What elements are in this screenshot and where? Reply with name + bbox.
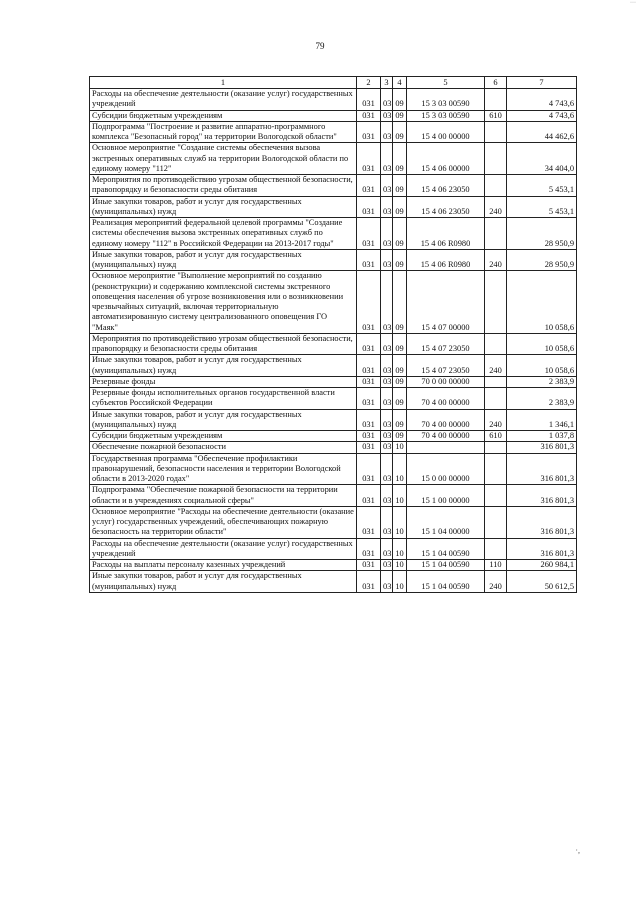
cell-col6: 610 bbox=[485, 110, 507, 121]
cell-col4: 09 bbox=[393, 218, 407, 250]
cell-col2: 031 bbox=[357, 249, 381, 271]
cell-col6: 240 bbox=[485, 355, 507, 377]
column-header-5: 5 bbox=[407, 77, 485, 89]
cell-col5: 15 3 03 00590 bbox=[407, 89, 485, 111]
cell-col5: 15 1 04 00590 bbox=[407, 538, 485, 560]
cell-col3: 03 bbox=[381, 431, 393, 442]
cell-col4: 09 bbox=[393, 388, 407, 410]
cell-col7: 2 383,9 bbox=[507, 376, 577, 387]
cell-name: Основное мероприятие "Расходы на обеспечение деятельности (оказание услуг) государственных учреждений, обеспечивающих пожарную безопасность на территории области" bbox=[90, 506, 357, 538]
cell-col5: 15 4 06 23050 bbox=[407, 196, 485, 218]
cell-name: Иные закупки товаров, работ и услуг для государственных (муниципальных) нужд bbox=[90, 196, 357, 218]
cell-col7: 316 801,3 bbox=[507, 453, 577, 485]
cell-col2: 031 bbox=[357, 431, 381, 442]
cell-col5: 15 1 00 00000 bbox=[407, 485, 485, 507]
cell-col7: 5 453,1 bbox=[507, 196, 577, 218]
cell-col2: 031 bbox=[357, 409, 381, 431]
cell-col4: 09 bbox=[393, 143, 407, 175]
cell-col2: 031 bbox=[357, 376, 381, 387]
cell-col6: 240 bbox=[485, 249, 507, 271]
cell-col5: 15 4 07 23050 bbox=[407, 333, 485, 355]
cell-col5: 70 4 00 00000 bbox=[407, 409, 485, 431]
column-header-6: 6 bbox=[485, 77, 507, 89]
column-header-2: 2 bbox=[357, 77, 381, 89]
cell-name: Мероприятия по противодействию угрозам общественной безопасности, правопорядку и безопасности среды обитания bbox=[90, 175, 357, 197]
cell-col6 bbox=[485, 388, 507, 410]
table-row bbox=[90, 560, 577, 571]
cell-col4: 09 bbox=[393, 409, 407, 431]
cell-col2: 031 bbox=[357, 89, 381, 111]
cell-col5: 15 4 06 00000 bbox=[407, 143, 485, 175]
page-number: 79 bbox=[315, 41, 325, 51]
table-row bbox=[90, 249, 577, 271]
cell-col4: 09 bbox=[393, 175, 407, 197]
table-row bbox=[90, 485, 577, 507]
cell-col5: 70 0 00 00000 bbox=[407, 376, 485, 387]
cell-col7: 1 346,1 bbox=[507, 409, 577, 431]
cell-col2: 031 bbox=[357, 442, 381, 453]
cell-col6 bbox=[485, 175, 507, 197]
corner-mark: ··· bbox=[630, 0, 636, 6]
cell-col7: 316 801,3 bbox=[507, 442, 577, 453]
header-row bbox=[90, 77, 577, 89]
cell-col3: 03 bbox=[381, 121, 393, 143]
cell-col7: 10 058,6 bbox=[507, 271, 577, 334]
cell-col3: 03 bbox=[381, 196, 393, 218]
table-row bbox=[90, 409, 577, 431]
cell-col3: 03 bbox=[381, 506, 393, 538]
cell-col7: 28 950,9 bbox=[507, 218, 577, 250]
column-header-7: 7 bbox=[507, 77, 577, 89]
cell-col7: 4 743,6 bbox=[507, 89, 577, 111]
cell-col4: 10 bbox=[393, 538, 407, 560]
cell-name: Резервные фонды bbox=[90, 376, 357, 387]
table-row bbox=[90, 388, 577, 410]
cell-col7: 5 453,1 bbox=[507, 175, 577, 197]
table-row bbox=[90, 143, 577, 175]
table-row bbox=[90, 442, 577, 453]
cell-col7: 50 612,5 bbox=[507, 571, 577, 593]
cell-col6 bbox=[485, 218, 507, 250]
cell-col5: 15 3 03 00590 bbox=[407, 110, 485, 121]
cell-col7: 1 037,8 bbox=[507, 431, 577, 442]
cell-col2: 031 bbox=[357, 333, 381, 355]
cell-name: Иные закупки товаров, работ и услуг для государственных (муниципальных) нужд bbox=[90, 355, 357, 377]
cell-col6: 240 bbox=[485, 571, 507, 593]
cell-col6 bbox=[485, 453, 507, 485]
table-row bbox=[90, 271, 577, 334]
cell-name: Субсидии бюджетным учреждениям bbox=[90, 431, 357, 442]
cell-col2: 031 bbox=[357, 560, 381, 571]
cell-col7: 260 984,1 bbox=[507, 560, 577, 571]
table-row bbox=[90, 453, 577, 485]
cell-col7: 316 801,3 bbox=[507, 506, 577, 538]
cell-col7: 28 950,9 bbox=[507, 249, 577, 271]
cell-name: Субсидии бюджетным учреждениям bbox=[90, 110, 357, 121]
cell-col2: 031 bbox=[357, 453, 381, 485]
cell-col2: 031 bbox=[357, 571, 381, 593]
cell-col6 bbox=[485, 271, 507, 334]
cell-col4: 09 bbox=[393, 355, 407, 377]
cell-col4: 09 bbox=[393, 271, 407, 334]
cell-col3: 03 bbox=[381, 271, 393, 334]
cell-name: Расходы на обеспечение деятельности (оказание услуг) государственных учреждений bbox=[90, 89, 357, 111]
cell-name: Иные закупки товаров, работ и услуг для государственных (муниципальных) нужд bbox=[90, 249, 357, 271]
cell-col6 bbox=[485, 89, 507, 111]
cell-col3: 03 bbox=[381, 571, 393, 593]
cell-col6 bbox=[485, 485, 507, 507]
cell-col3: 03 bbox=[381, 560, 393, 571]
page-mark: ·, bbox=[575, 846, 580, 855]
cell-col2: 031 bbox=[357, 175, 381, 197]
cell-col4: 10 bbox=[393, 571, 407, 593]
cell-col7: 10 058,6 bbox=[507, 333, 577, 355]
table-body bbox=[90, 89, 577, 593]
cell-col3: 03 bbox=[381, 453, 393, 485]
cell-name: Расходы на выплаты персоналу казенных учреждений bbox=[90, 560, 357, 571]
cell-col3: 03 bbox=[381, 409, 393, 431]
cell-col4: 09 bbox=[393, 431, 407, 442]
cell-col5: 15 4 06 R0980 bbox=[407, 218, 485, 250]
cell-col6: 240 bbox=[485, 409, 507, 431]
cell-col3: 03 bbox=[381, 538, 393, 560]
cell-col3: 03 bbox=[381, 110, 393, 121]
cell-col6 bbox=[485, 538, 507, 560]
cell-col4: 09 bbox=[393, 376, 407, 387]
cell-col4: 09 bbox=[393, 110, 407, 121]
cell-col3: 03 bbox=[381, 249, 393, 271]
cell-col3: 03 bbox=[381, 333, 393, 355]
cell-col2: 031 bbox=[357, 271, 381, 334]
cell-col7: 316 801,3 bbox=[507, 538, 577, 560]
cell-col4: 10 bbox=[393, 485, 407, 507]
table-row bbox=[90, 355, 577, 377]
budget-table bbox=[89, 76, 577, 593]
cell-col2: 031 bbox=[357, 218, 381, 250]
cell-name: Расходы на обеспечение деятельности (оказание услуг) государственных учреждений bbox=[90, 538, 357, 560]
cell-col7: 44 462,6 bbox=[507, 121, 577, 143]
column-header-1: 1 bbox=[90, 77, 357, 89]
cell-col5 bbox=[407, 442, 485, 453]
cell-col7: 2 383,9 bbox=[507, 388, 577, 410]
cell-col5: 70 4 00 00000 bbox=[407, 388, 485, 410]
table-row bbox=[90, 333, 577, 355]
cell-col3: 03 bbox=[381, 89, 393, 111]
cell-col5: 15 4 07 00000 bbox=[407, 271, 485, 334]
cell-col3: 03 bbox=[381, 376, 393, 387]
table-row bbox=[90, 110, 577, 121]
cell-col5: 15 1 04 00590 bbox=[407, 571, 485, 593]
cell-name: Государственная программа "Обеспечение профилактики правонарушений, безопасности населения и территории Вологодской области в 2013-2020 годах" bbox=[90, 453, 357, 485]
cell-col5: 15 0 00 00000 bbox=[407, 453, 485, 485]
cell-col4: 10 bbox=[393, 560, 407, 571]
cell-name: Основное мероприятие "Выполнение мероприятий по созданию (реконструкции) и содержанию комплексной системы экстренного оповещения населения об угрозе возникновения или о возникновении чрезвычайных ситуаций, включая территориальную автоматизированную систему централизованного оповещения ГО "Маяк" bbox=[90, 271, 357, 334]
cell-col2: 031 bbox=[357, 196, 381, 218]
cell-col3: 03 bbox=[381, 355, 393, 377]
cell-col4: 09 bbox=[393, 89, 407, 111]
cell-col3: 03 bbox=[381, 388, 393, 410]
cell-name: Реализация мероприятий федеральной целевой программы "Создание системы обеспечения вызова экстренных оперативных служб по единому номеру "112" в Российской Федерации на 2013-2017 годы" bbox=[90, 218, 357, 250]
table-row bbox=[90, 376, 577, 387]
cell-col6 bbox=[485, 121, 507, 143]
table-row bbox=[90, 431, 577, 442]
cell-col3: 03 bbox=[381, 175, 393, 197]
cell-col5: 15 4 06 23050 bbox=[407, 175, 485, 197]
table-row bbox=[90, 121, 577, 143]
cell-col2: 031 bbox=[357, 110, 381, 121]
cell-col7: 316 801,3 bbox=[507, 485, 577, 507]
cell-name: Основное мероприятие "Создание системы обеспечения вызова экстренных оперативных служб на территории Вологодской области по единому номеру "112" bbox=[90, 143, 357, 175]
cell-col6: 610 bbox=[485, 431, 507, 442]
cell-col6 bbox=[485, 442, 507, 453]
cell-col6 bbox=[485, 376, 507, 387]
column-header-4: 4 bbox=[393, 77, 407, 89]
cell-col6: 110 bbox=[485, 560, 507, 571]
cell-col6 bbox=[485, 333, 507, 355]
cell-col2: 031 bbox=[357, 506, 381, 538]
cell-col3: 03 bbox=[381, 485, 393, 507]
table-row bbox=[90, 196, 577, 218]
cell-col2: 031 bbox=[357, 538, 381, 560]
table-row bbox=[90, 218, 577, 250]
cell-col4: 09 bbox=[393, 333, 407, 355]
cell-name: Подпрограмма "Обеспечение пожарной безопасности на территории области и в учреждениях социальной сферы" bbox=[90, 485, 357, 507]
cell-col5: 15 1 04 00590 bbox=[407, 560, 485, 571]
cell-col5: 15 1 04 00000 bbox=[407, 506, 485, 538]
cell-col3: 03 bbox=[381, 143, 393, 175]
cell-col5: 15 4 07 23050 bbox=[407, 355, 485, 377]
cell-name: Резервные фонды исполнительных органов государственной власти субъектов Российской Федерации bbox=[90, 388, 357, 410]
cell-col4: 10 bbox=[393, 442, 407, 453]
cell-col5: 70 4 00 00000 bbox=[407, 431, 485, 442]
cell-col4: 09 bbox=[393, 196, 407, 218]
cell-col4: 10 bbox=[393, 453, 407, 485]
cell-col7: 34 404,0 bbox=[507, 143, 577, 175]
cell-name: Иные закупки товаров, работ и услуг для государственных (муниципальных) нужд bbox=[90, 571, 357, 593]
table-row bbox=[90, 89, 577, 111]
cell-col2: 031 bbox=[357, 485, 381, 507]
cell-col6 bbox=[485, 506, 507, 538]
cell-col2: 031 bbox=[357, 388, 381, 410]
table-row bbox=[90, 175, 577, 197]
cell-name: Обеспечение пожарной безопасности bbox=[90, 442, 357, 453]
cell-col4: 09 bbox=[393, 121, 407, 143]
column-header-3: 3 bbox=[381, 77, 393, 89]
cell-col6 bbox=[485, 143, 507, 175]
cell-col2: 031 bbox=[357, 143, 381, 175]
cell-col5: 15 4 06 R0980 bbox=[407, 249, 485, 271]
cell-col7: 4 743,6 bbox=[507, 110, 577, 121]
cell-name: Мероприятия по противодействию угрозам общественной безопасности, правопорядку и безопасности среды обитания bbox=[90, 333, 357, 355]
cell-name: Иные закупки товаров, работ и услуг для государственных (муниципальных) нужд bbox=[90, 409, 357, 431]
table-row bbox=[90, 538, 577, 560]
cell-name: Подпрограмма "Построение и развитие аппаратно-программного комплекса "Безопасный город" на территории Вологодской области" bbox=[90, 121, 357, 143]
table-row bbox=[90, 571, 577, 593]
cell-col3: 03 bbox=[381, 442, 393, 453]
cell-col3: 03 bbox=[381, 218, 393, 250]
cell-col4: 10 bbox=[393, 506, 407, 538]
cell-col2: 031 bbox=[357, 121, 381, 143]
cell-col6: 240 bbox=[485, 196, 507, 218]
table-row bbox=[90, 506, 577, 538]
cell-col4: 09 bbox=[393, 249, 407, 271]
cell-col2: 031 bbox=[357, 355, 381, 377]
cell-col7: 10 058,6 bbox=[507, 355, 577, 377]
cell-col5: 15 4 00 00000 bbox=[407, 121, 485, 143]
